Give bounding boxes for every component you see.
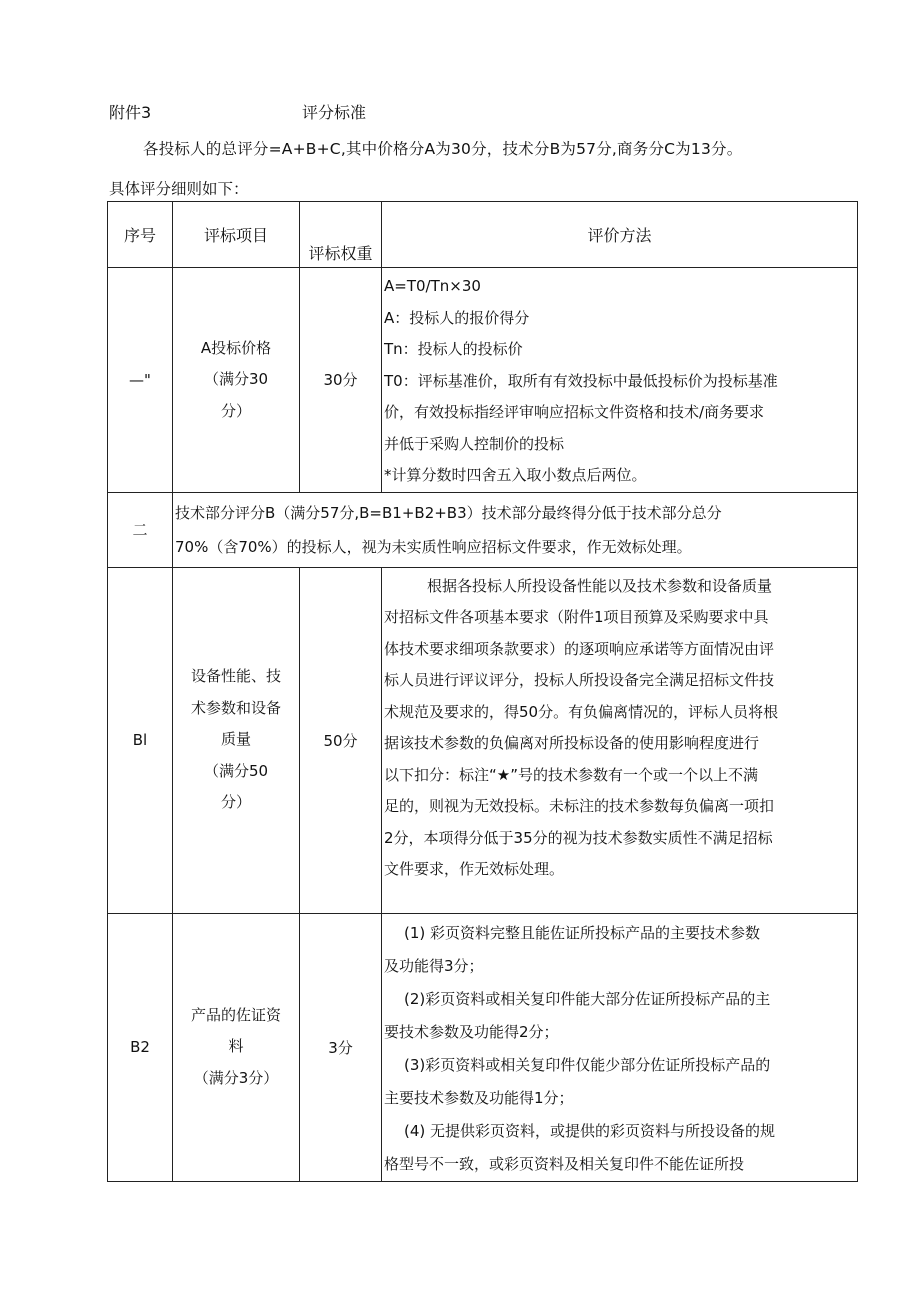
- row-b1-item-line: （满分50: [203, 761, 269, 780]
- detail-label: 具体评分细则如下：: [109, 180, 249, 198]
- method-line: 要技术参数及功能得2分；: [384, 1022, 559, 1041]
- row-b1-no: Bl: [108, 567, 173, 913]
- method-line: A：投标人的报价得分: [384, 308, 530, 327]
- row-b2-item-line: 产品的佐证资: [190, 1005, 281, 1024]
- row-a-item-line: A投标价格: [200, 338, 272, 357]
- col-header-no: 序号: [108, 202, 173, 268]
- row-b1-item-line: 质量: [220, 730, 251, 749]
- table-row-b2: [108, 913, 858, 1181]
- method-line: (2)彩页资料或相关复印件能大部分佐证所投标产品的主: [404, 989, 771, 1008]
- table-row-b: [108, 492, 858, 567]
- method-line: 及功能得3分；: [384, 956, 484, 975]
- row-b-no: 二: [108, 492, 173, 567]
- method-line: 足的，则视为无效投标。未标注的技术参数每负偏离一项扣: [384, 797, 775, 815]
- method-line: 标人员进行评议评分，投标人所投设备完全满足招标文件技: [384, 671, 775, 689]
- method-line: 2分，本项得分低于35分的视为技术参数实质性不满足招标: [384, 828, 773, 847]
- method-line: (3)彩页资料或相关复印件仅能少部分佐证所投标产品的: [404, 1055, 771, 1074]
- row-b1-item-line: 术参数和设备: [190, 698, 281, 717]
- row-b2-item: [173, 913, 300, 1181]
- row-b-line: 技术部分评分B（满分57分,B=B1+B2+B3）技术部分最终得分低于技术部分总分: [175, 503, 722, 522]
- method-line: (1) 彩页资料完整且能佐证所投标产品的主要技术参数: [404, 923, 761, 942]
- row-a-no: —": [108, 268, 173, 493]
- document-title: 评分标准: [302, 103, 367, 122]
- method-line: 体技术要求细项条款要求）的逐项响应承诺等方面情况由评: [384, 639, 775, 658]
- method-line: 格型号不一致，或彩页资料及相关复印件不能佐证所投: [384, 1154, 745, 1173]
- row-b2-no: B2: [108, 913, 173, 1181]
- row-b2-item-line: 料: [228, 1037, 244, 1056]
- method-line: 文件要求，作无效标处理。: [384, 860, 565, 878]
- table-row-b1: [108, 567, 858, 913]
- table-header-row: [108, 202, 858, 268]
- method-line: *计算分数时四舍五入取小数点后两位。: [384, 466, 647, 484]
- method-line: 主要技术参数及功能得1分；: [384, 1088, 574, 1107]
- row-a-item-line: （满分30: [203, 370, 269, 388]
- row-b1-item: [173, 567, 300, 913]
- row-b-summary: [173, 492, 858, 567]
- method-line: 据该技术参数的负偏离对所投标设备的使用影响程度进行: [384, 734, 760, 752]
- row-b1-method: [382, 567, 858, 913]
- table-row-a: [108, 268, 858, 493]
- col-header-weight: 评标权重: [300, 202, 382, 268]
- row-a-item-line: 分）: [220, 401, 251, 420]
- method-line: 以下扣分：标注“★”号的技术参数有一个或一个以上不满: [384, 765, 758, 784]
- row-b1-weight: 50分: [300, 567, 382, 913]
- row-a-method: [382, 268, 858, 493]
- method-line: (4) 无提供彩页资料，或提供的彩页资料与所投设备的规: [404, 1121, 776, 1140]
- attachment-label: 附件3: [109, 103, 152, 122]
- row-b2-weight: 3分: [300, 913, 382, 1181]
- method-line: 并低于采购人控制价的投标: [384, 434, 565, 453]
- intro-paragraph: 各投标人的总评分=A+B+C,其中价格分A为30分，技术分B为57分,商务分C为13分。: [143, 140, 743, 158]
- method-line: A=T0/Tn×30: [384, 277, 481, 295]
- method-line: 根据各投标人所投设备性能以及技术参数和设备质量: [427, 576, 773, 595]
- row-b2-item-line: （满分3分）: [193, 1068, 279, 1087]
- method-line: 术规范及要求的，得50分。有负偏离情况的，评标人员将根: [384, 702, 779, 721]
- col-header-item: 评标项目: [173, 202, 300, 268]
- row-b-line: 70%（含70%）的投标人，视为未实质性响应招标文件要求，作无效标处理。: [175, 537, 692, 556]
- row-b1-item-line: 分）: [220, 793, 251, 812]
- row-b2-method: [382, 913, 858, 1181]
- method-line: Tn：投标人的投标价: [384, 340, 523, 358]
- method-line: 对招标文件各项基本要求（附件1项目预算及采购要求中具: [384, 608, 769, 626]
- method-line: 价，有效投标指经评审响应招标文件资格和技术/商务要求: [384, 403, 765, 421]
- col-header-method: 评价方法: [382, 202, 858, 268]
- row-a-item: [173, 268, 300, 493]
- scoring-table: [107, 201, 858, 1182]
- row-a-weight: 30分: [300, 268, 382, 493]
- method-line: T0：评标基准价，取所有有效投标中最低投标价为投标基准: [384, 371, 778, 390]
- row-b1-item-line: 设备性能、技: [190, 667, 281, 686]
